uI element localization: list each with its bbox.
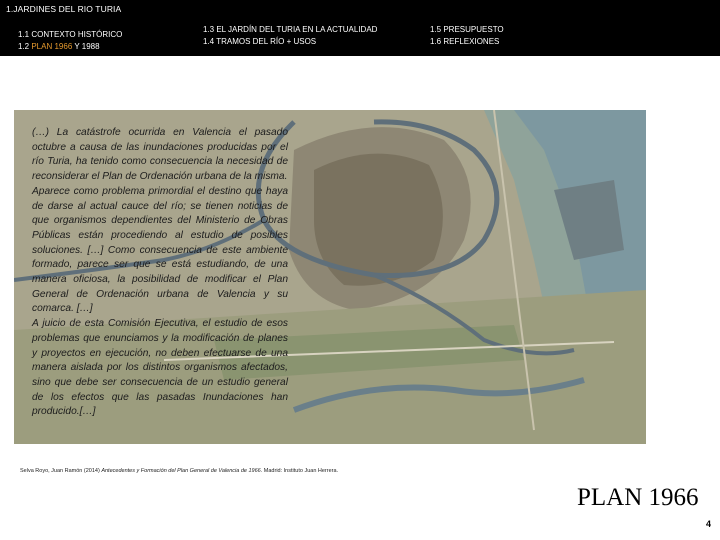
nav-item-contexto[interactable]: 1.1 CONTEXTO HISTÓRICO xyxy=(18,30,123,39)
nav-item-presupuesto[interactable]: 1.5 PRESUPUESTO xyxy=(430,25,504,34)
nav-column-1 xyxy=(18,29,122,53)
page-number: 4 xyxy=(706,519,712,529)
nav-item-plan[interactable]: 1.2 PLAN 1966 Y 1988 xyxy=(18,42,100,51)
section-title: 1.JARDINES DEL RIO TURIA xyxy=(6,4,122,14)
citation-work-title: Antecedentes y Formación del Plan General de Valencia de 1966 xyxy=(101,468,261,474)
nav-item-reflexiones[interactable]: 1.6 REFLEXIONES xyxy=(430,37,500,46)
source-citation: Selva Royo, Juan Ramón (2014) Antecedentes y Formación del Plan General de Valencia de 1966. Madrid: Instituto Juan Herrera. xyxy=(20,468,339,474)
nav-column-3 xyxy=(430,24,504,48)
nav-item-jardin[interactable]: 1.3 EL JARDÍN DEL TURIA EN LA ACTUALIDAD xyxy=(203,25,378,34)
header-bar xyxy=(0,0,720,56)
nav-item-tramos[interactable]: 1.4 TRAMOS DEL RÍO + USOS xyxy=(203,37,317,46)
nav-item-plan-current: PLAN 1966 xyxy=(31,42,73,51)
quote-paragraph-3: A juicio de esta Comisión Ejecutiva, el estudio de esos problemas que enunciamos y la modificación de planes y proyectos en ejecución, no deben efectuarse de una manera aislada por los distintos organismos afectados, sino que debe ser consecuencia de un estudio general de los efectos que las pasadas Inundaciones han producido.[…] xyxy=(32,318,288,418)
nav-column-2 xyxy=(203,24,377,48)
quote-paragraph-1: (…) La catástrofe ocurrida en Valencia el pasado octubre a causa de las inundaciones producidas por el río Turia, ha tenido como consecuencia la necesidad de reconsiderar el Plan de Ordenación urbana de la misma. xyxy=(32,127,288,183)
quote-paragraph-2: Aparece como problema primordial el destino que haya de darse al actual cauce del río; se tienen noticias de que organismos dependientes del Ministerio de Obras Públicas están procediendo al estudio de posibles soluciones. […] Como consecuencia de este ambiente formado, parece ser que se está estudiando, de una manera oficiosa, la posibilidad de modificar el Plan General de Ordenación urbana de Valencia y su comarca. […] xyxy=(32,185,288,315)
historical-quote xyxy=(32,126,288,420)
slide-title: PLAN 1966 xyxy=(577,484,699,511)
